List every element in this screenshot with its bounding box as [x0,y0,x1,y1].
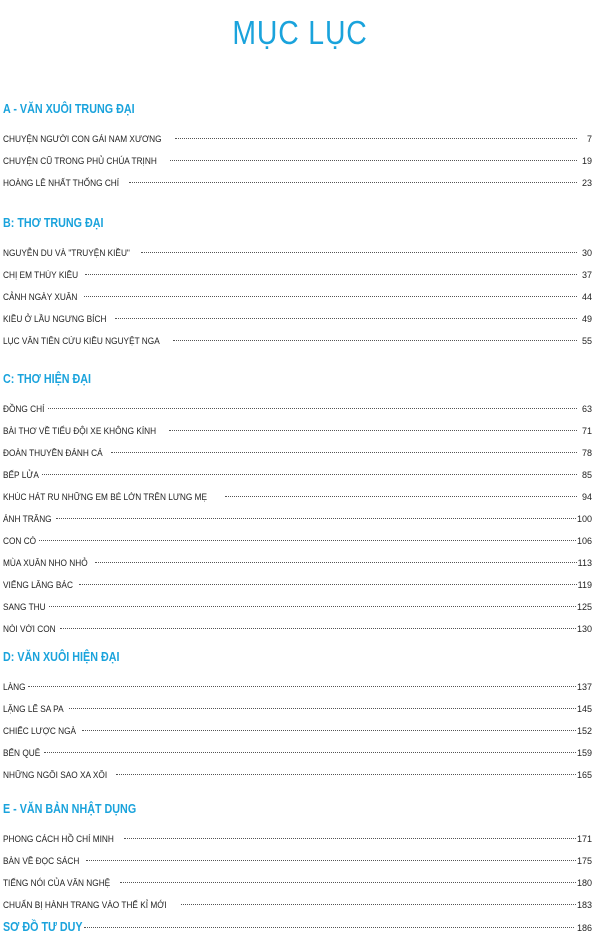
toc-entry[interactable] [3,330,592,352]
entry-page: 71 [581,426,592,436]
section-a [3,100,592,194]
entry-page: 63 [581,404,592,414]
toc-entry[interactable] [3,530,592,552]
dot-leader [95,562,577,563]
dot-leader [169,430,577,431]
entry-page: 183 [576,900,592,910]
entry-page: 94 [581,492,592,502]
entry-page: 100 [576,514,592,524]
entry-label: MÙA XUÂN NHO NHỎ [3,558,88,568]
entry-label: KHÚC HÁT RU NHỮNG EM BÉ LỚN TRÊN LƯNG MẸ [3,492,208,502]
entry-label: ĐOÀN THUYỀN ĐÁNH CÁ [3,448,103,458]
entry-page: 30 [581,248,592,258]
entry-page: 145 [576,704,592,714]
entry-label: NGUYỄN DU VÀ "TRUYỆN KIỀU" [3,248,130,258]
toc-entry[interactable] [3,872,592,894]
section-e [3,800,592,916]
entry-label: BÀI THƠ VỀ TIỂU ĐỘI XE KHÔNG KÍNH [3,426,157,436]
dot-leader [28,686,576,687]
dot-leader [181,904,576,905]
entry-label: CHUẨN BỊ HÀNH TRANG VÀO THẾ KỈ MỚI [3,900,167,910]
entry-page: 23 [581,178,592,188]
entry-label: BẾP LỬA [3,470,39,480]
entry-label: LẶNG LẼ SA PA [3,704,64,714]
entry-label: CHIẾC LƯỢC NGÀ [3,726,77,736]
section-heading: D: VĂN XUÔI HIỆN ĐẠI [3,650,120,664]
entry-page: 130 [576,624,592,634]
toc-entry[interactable] [3,420,592,442]
dot-leader [69,708,576,709]
entry-page: 49 [581,314,592,324]
toc-entry[interactable] [3,574,592,596]
entry-page: 55 [581,336,592,346]
entry-page: 119 [577,580,592,590]
entry-page: 180 [576,878,592,888]
entry-label: CON CÒ [3,536,37,546]
dot-leader [84,296,577,297]
toc-entry[interactable] [3,308,592,330]
entry-label: ĐỒNG CHÍ [3,404,45,414]
dot-leader [44,752,576,753]
section-heading: E - VĂN BẢN NHẬT DỤNG [3,802,137,816]
dot-leader [124,838,576,839]
dot-leader [141,252,577,253]
dot-leader [42,474,577,475]
toc-entry[interactable] [3,242,592,264]
entry-page: 19 [581,156,592,166]
entry-label: SƠ ĐỒ TƯ DUY [3,920,83,934]
entry-label: CHỊ EM THÚY KIỀU [3,270,79,280]
entry-page: 125 [576,602,592,612]
section-b [3,214,592,352]
entry-label: TIẾNG NÓI CỦA VĂN NGHỆ [3,878,111,888]
entry-label: NHỮNG NGÔI SAO XA XÔI [3,770,108,780]
dot-leader [129,182,577,183]
dot-leader [85,274,577,275]
dot-leader [120,882,576,883]
toc-entry[interactable] [3,698,592,720]
section-heading: C: THƠ HIỆN ĐẠI [3,372,92,386]
toc-entry[interactable] [3,676,592,698]
section-heading: B: THƠ TRUNG ĐẠI [3,216,104,230]
entry-page: 175 [576,856,592,866]
section-heading: A - VĂN XUÔI TRUNG ĐẠI [3,102,135,116]
dot-leader [48,408,577,409]
page-title: MỤC LỤC [232,14,368,51]
toc-entry[interactable] [3,508,592,530]
entry-label: ÁNH TRĂNG [3,514,52,524]
entry-label: CHUYỆN NGƯỜI CON GÁI NAM XƯƠNG [3,134,162,144]
toc-entry[interactable] [3,552,592,574]
toc-entry[interactable] [3,398,592,420]
toc-entry[interactable] [3,764,592,786]
dot-leader [111,452,577,453]
entry-page: 44 [581,292,592,302]
toc-entry[interactable] [3,742,592,764]
entry-label: LÀNG [3,682,26,692]
entry-label: CHUYỆN CŨ TRONG PHỦ CHÚA TRỊNH [3,156,157,166]
entry-page: 37 [581,270,592,280]
dot-leader [116,774,576,775]
dot-leader [173,340,577,341]
entry-page: 7 [586,134,592,144]
dot-leader [175,138,577,139]
toc-entry[interactable] [3,850,592,872]
entry-label: KIỀU Ở LẦU NGƯNG BÍCH [3,314,107,324]
entry-page: 186 [576,923,592,933]
entry-page: 106 [576,536,592,546]
entry-page: 85 [581,470,592,480]
dot-leader [86,860,576,861]
dot-leader [82,730,576,731]
toc-entry[interactable] [3,264,592,286]
toc-entry[interactable] [3,172,592,194]
dot-leader [60,628,576,629]
entry-page: 159 [576,748,592,758]
entry-page: 165 [576,770,592,780]
dot-leader [49,606,576,607]
entry-label: BÀN VỀ ĐỌC SÁCH [3,856,80,866]
toc-entry[interactable] [3,128,592,150]
entry-page: 152 [576,726,592,736]
entry-page: 171 [576,834,592,844]
section-c [3,370,592,640]
section-d [3,648,592,786]
toc-entry[interactable] [3,618,592,640]
entry-label: VIẾNG LĂNG BÁC [3,580,73,590]
toc-entry[interactable] [3,286,592,308]
toc-entry[interactable] [3,720,592,742]
entry-label: CẢNH NGÀY XUÂN [3,292,78,302]
dot-leader [225,496,577,497]
entry-label: SANG THU [3,602,46,612]
entry-page: 137 [576,682,592,692]
dot-leader [56,518,576,519]
dot-leader [39,540,576,541]
entry-label: PHONG CÁCH HỒ CHÍ MINH [3,834,114,844]
dot-leader [170,160,577,161]
entry-page: 113 [577,558,592,568]
entry-label: HOÀNG LÊ NHẤT THỐNG CHÍ [3,178,120,188]
toc-entry[interactable] [3,828,592,850]
toc-entry[interactable] [3,464,592,486]
dot-leader [115,318,577,319]
toc-entry[interactable] [3,442,592,464]
toc-entry[interactable] [3,150,592,172]
entry-label: BẾN QUÊ [3,748,41,758]
entry-label: NÓI VỚI CON [3,624,56,634]
toc-entry[interactable] [3,486,592,508]
toc-entry-mind-map[interactable] [3,916,592,938]
entry-page: 78 [581,448,592,458]
toc-entry[interactable] [3,596,592,618]
dot-leader [79,584,577,585]
dot-leader [84,927,574,928]
toc-entry[interactable] [3,894,592,916]
entry-label: LỤC VÂN TIÊN CỨU KIỀU NGUYỆT NGA [3,336,160,346]
